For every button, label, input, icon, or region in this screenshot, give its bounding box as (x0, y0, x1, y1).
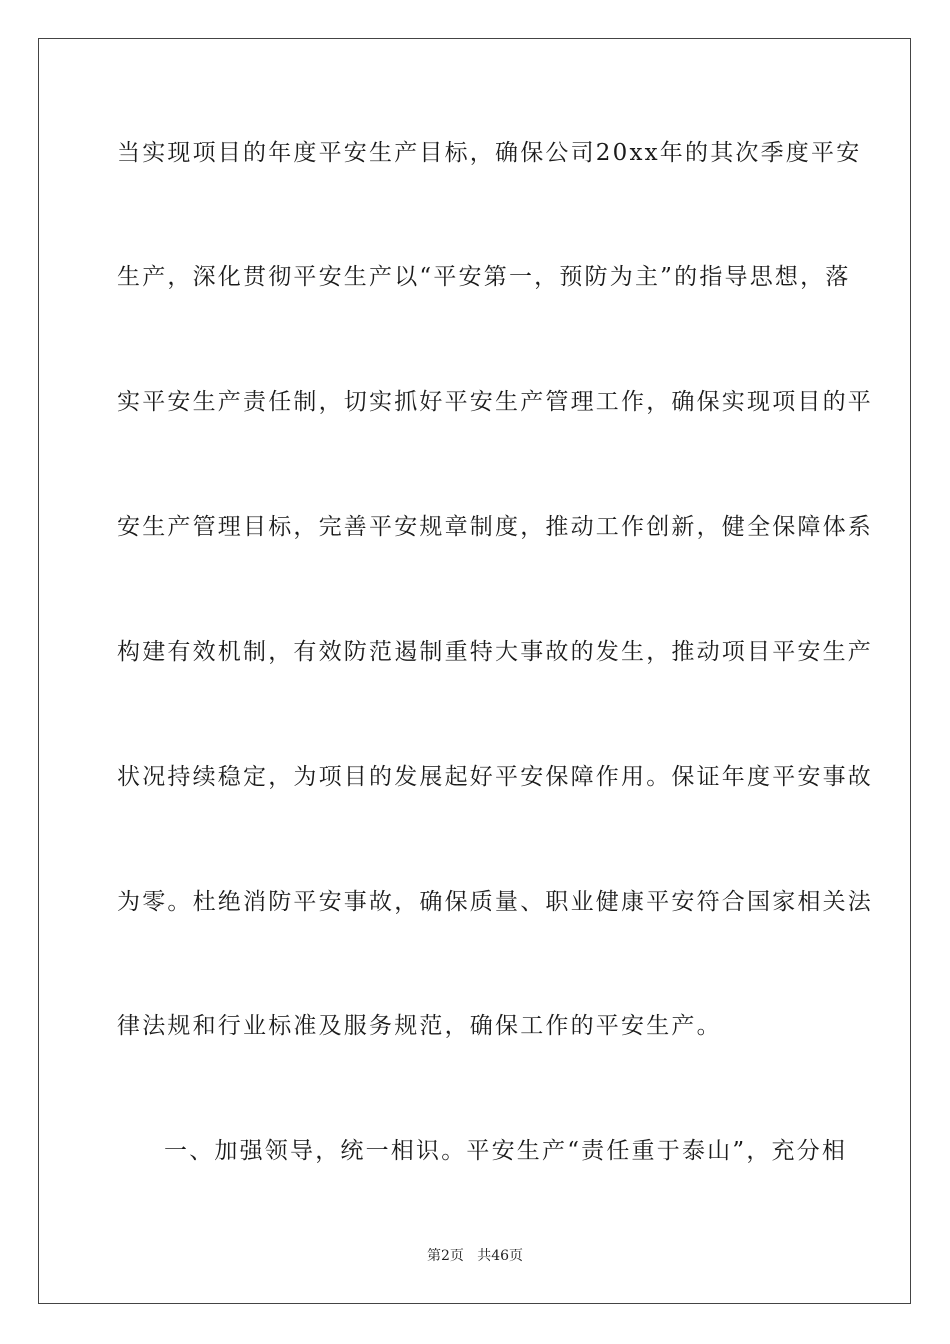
page-border (38, 38, 911, 1304)
section-heading-line: 一、加强领导，统一相识。平安生产“责任重于泰山”，充分相 (164, 1138, 848, 1164)
paragraph-line: 构建有效机制，有效防范遏制重特大事故的发生，推动项目平安生产 (117, 639, 873, 665)
paragraph-line: 安生产管理目标，完善平安规章制度，推动工作创新，健全保障体系 (117, 514, 873, 540)
page-number-footer: 第2页 共46页 (426, 1248, 524, 1264)
paragraph-line: 实平安生产责任制，切实抓好平安生产管理工作，确保实现项目的平 (117, 389, 873, 415)
paragraph-line: 为零。杜绝消防平安事故，确保质量、职业健康平安符合国家相关法 (117, 889, 873, 915)
paragraph-line: 状况持续稳定，为项目的发展起好平安保障作用。保证年度平安事故 (117, 764, 873, 790)
paragraph-line: 生产，深化贯彻平安生产以“平安第一，预防为主”的指导思想，落 (117, 264, 851, 290)
paragraph-line: 当实现项目的年度平安生产目标，确保公司20xx年的其次季度平安 (117, 140, 862, 166)
paragraph-line: 律法规和行业标准及服务规范，确保工作的平安生产。 (117, 1013, 722, 1039)
